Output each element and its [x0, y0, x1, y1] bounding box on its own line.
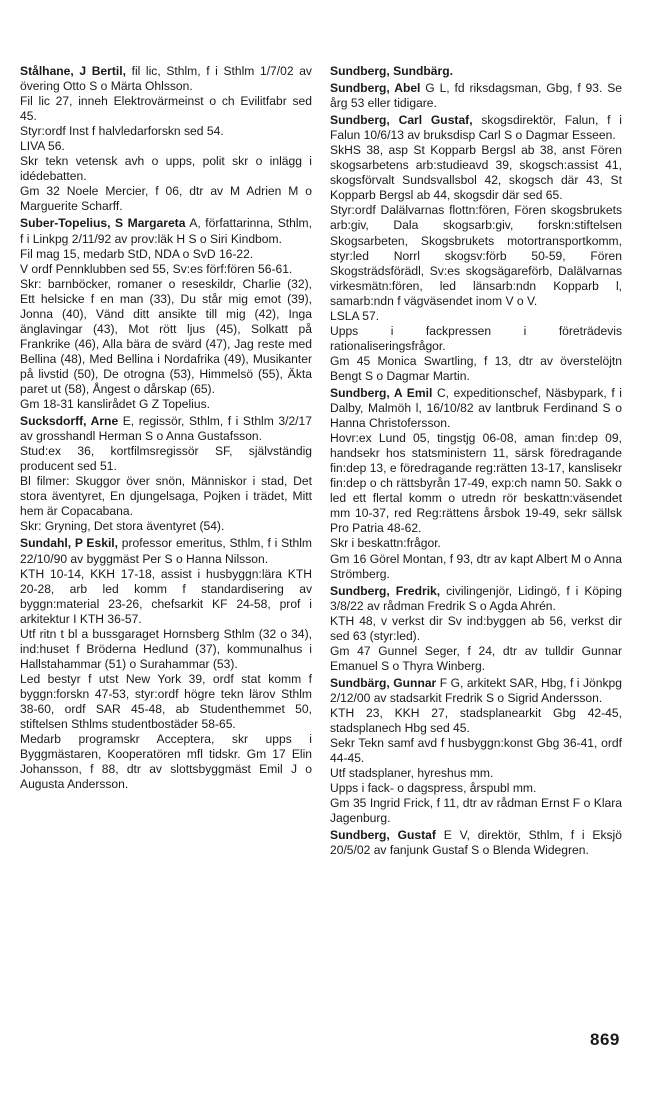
page-number: 869: [590, 1030, 620, 1049]
entry-text: Skr tekn vetensk avh o upps, polit skr o inlägg i idédebatten.: [20, 154, 312, 184]
left-column: [20, 64, 312, 794]
entry-sundberg-emil: [330, 386, 622, 582]
entry-name: Sundberg, Abel: [330, 81, 421, 96]
entry-text: KTH 10-14, KKH 17-18, assist i husbyggn:lära KTH 20-28, arb led komm f standardisering av byggn:material 23-26, chefsarkit KF 24-58, prof i arkitektur I KTH 36-57.: [20, 566, 312, 626]
entry-name: Sundbärg, Gunnar: [330, 675, 437, 690]
entry-name: Sundberg, Fredrik,: [330, 583, 441, 598]
entry-text: professor emeritus, Sthlm, f i Sthlm 22/10/90 av byggmäst Per S o Hanna Nilsson.: [20, 536, 312, 566]
entry-text: V ordf Pennklubben sed 55, Sv:es förf:fören 56-61.: [20, 261, 293, 276]
entry-name: Stålhane, J Bertil,: [20, 64, 126, 78]
entry-text: Fil mag 15, medarb StD, NDA o SvD 16-22.: [20, 246, 254, 261]
entry-text: Gm 18-31 kanslirådet G Z Topelius.: [20, 397, 211, 412]
entry-sundbarg-gunnar: [330, 676, 622, 826]
entry-text: skogsdirektör, Falun, f i Falun 10/6/13 av bruksdisp Carl S o Dagmar Esseen.: [330, 113, 622, 143]
entry-text: Bl filmer: Skuggor över snön, Människor i stad, Det stora äventyret, En djungelsaga, Pojken i trädet, Mitt hem är Copacabana.: [20, 474, 312, 519]
entry-sundberg-abel: [330, 81, 622, 111]
entry-text: G L, fd riksdagsman, Gbg, f 93. Se årg 53 eller tidigare.: [330, 81, 622, 111]
right-column: [330, 64, 622, 860]
entry-text: Medarb programskr Acceptera, skr upps i Byggmästaren, Kooperatören mfl tidskr. Gm 17 Elin Johansson, f 88, dtr av slottsbyggmäst Emil J o Augusta Andersson.: [20, 732, 312, 792]
entry-text: civilingenjör, Lidingö, f i Köping 3/8/22 av rådman Fredrik S o Agda Ahrén.: [330, 583, 622, 613]
entry-text: KTH 48, v verkst dir Sv ind:byggen ab 56, verkst dir sed 63 (styr:led).: [330, 613, 622, 643]
entry-text: Skr: barnböcker, romaner o reseskildr, Charlie (32), Ett helsicke f en man (33), Du står mig emot (39), Jonna (40), Vänd ditt ansikte till mig (42), Inga änglavingar (43), Mot rött ljus (45), Solkatt på Frankrike (46), Alla bära de svärd (47), Jag reste med Bellina (48), Med Bellina i Nordafrika (49), Musikanter på livstid (50), De otrogna (53), Himmelsö (55), Äkta paret ut (58), Ångest o dårskap (65).: [20, 276, 312, 396]
entry-text: Gm 45 Monica Swartling, f 13, dtr av överstelöjtn Bengt S o Dagmar Martin.: [330, 353, 622, 383]
entry-text: KTH 23, KKH 27, stadsplanearkit Gbg 42-45, stadsplanech Hbg sed 45.: [330, 705, 622, 736]
entry-text: Gm 16 Görel Montan, f 93, dtr av kapt Albert M o Anna Strömberg.: [330, 551, 622, 581]
entry-text: Stud:ex 36, kortfilmsregissör SF, självständig producent sed 51.: [20, 444, 312, 474]
entry-text: E, regissör, Sthlm, f i Sthlm 3/2/17 av grosshandl Herman S o Anna Gustafsson.: [20, 414, 312, 444]
entry-text: Skr: Gryning, Det stora äventyret (54).: [20, 519, 225, 534]
entry-text: A, författarinna, Sthlm, f i Linkpg 2/11/92 av prov:läk H S o Siri Kindbom.: [20, 216, 312, 246]
entry-stalhane: [20, 64, 312, 214]
entry-text: Utf stadsplaner, hyreshus mm.: [330, 766, 494, 781]
entry-text: Led bestyr f utst New York 39, ordf stat komm f byggn:forskn 47-53, styr:ordf högre tekn lärov Sthlm 38-60, ordf SAR 45-48, ab Studenthemmet 50, stiftelsen Sthlms studentbostäder 58-65.: [20, 671, 312, 732]
entry-text: Fil lic 27, inneh Elektrovärmeinst o ch Evilitfabr sed 45.: [20, 94, 312, 124]
entry-text: Styr:ordf Inst f halvledarforskn sed 54.: [20, 124, 224, 139]
entry-text: Utf ritn t bl a bussgaraget Hornsberg Sthlm (32 o 34), ind:huset f Bröderna Hedlund (37), kommunalhus i Hallstahammar (51) o Surahammar (53).: [20, 626, 312, 671]
entry-sundberg-fredrik: [330, 584, 622, 674]
entry-text: C, expeditionschef, Näsbypark, f i Dalby, Malmöh l, 16/10/82 av lantbruk Ferdinand S o Hanna Christofersson.: [330, 385, 622, 431]
entry-sundberg-carl-gustaf: [330, 113, 622, 384]
entry-text: Skr i beskattn:frågor.: [330, 536, 441, 551]
entry-name: Sucksdorff, Arne: [20, 414, 119, 429]
entry-name: Sundberg, A Emil: [330, 385, 433, 400]
entry-sundahl: [20, 536, 312, 792]
entry-suber-topelius: [20, 216, 312, 412]
entry-text: fil lic, Sthlm, f i Sthlm 1/7/02 av övering Otto S o Märta Ohlsson.: [20, 64, 312, 94]
entry-text: Hovr:ex Lund 05, tingstjg 06-08, aman fin:dep 09, handsekr hos statsministern 11, särsk föredragande fin:dep 13, e föredragande reg:rätten 13-17, kanslisekr fin:dep o ch rättsbyrån 17-49, exp:ch namn 50. Sakk o led ett flertal komm o utredn rör beskattn:väsendet mm 10-37, red Reg:rättens årsbok 19-49, sekr sällsk Pro Patria 48-62.: [330, 431, 622, 536]
entry-text: E V, direktör, Sthlm, f i Eksjö 20/5/02 av fanjunk Gustaf S o Blenda Widegren.: [330, 828, 622, 858]
entry-name: Sundberg, Gustaf: [330, 828, 436, 843]
entry-sundberg-gustaf: [330, 828, 622, 858]
entry-name: Suber-Topelius, S Margareta: [20, 216, 186, 231]
entry-text: Sekr Tekn samf avd f husbyggn:konst Gbg 36-41, ordf 44-45.: [330, 736, 622, 766]
entry-text: LIVA 56.: [20, 139, 65, 154]
entry-name: Sundberg, Sundbärg.: [330, 64, 453, 78]
entry-sucksdorff: [20, 414, 312, 534]
entry-text: Gm 32 Noele Mercier, f 06, dtr av M Adrien M o Marguerite Scharff.: [20, 184, 312, 214]
entry-text: Styr:ordf Dalälvarnas flottn:fören, Fören skogsbrukets arb:giv, Dala skogsarb:giv, forskn:stiftelsen Skogsarbeten, Skogsbrukets motortransportkomm, styr:led Norrl skogsv:förb 50-59, Fören Skogsträdsförädl, Sv:es skogsägareförb, Dalälvarnas virkesmätn:fören, led länsarb:ndn Kopparb l, samarb:ndn f vägväsendet inom V o V.: [330, 203, 622, 308]
entry-sundberg-crossref: [330, 64, 622, 79]
entry-text: Gm 47 Gunnel Seger, f 24, dtr av tulldir Gunnar Emanuel S o Thyra Winberg.: [330, 643, 622, 673]
entry-text: Upps i fackpressen i företrädevis rationaliseringsfrågor.: [330, 323, 622, 353]
entry-text: Gm 35 Ingrid Frick, f 11, dtr av rådman Ernst F o Klara Jagenburg.: [330, 796, 622, 826]
entry-text: SkHS 38, asp St Kopparb Bergsl ab 38, anst Fören skogsarbetens arb:studieavd 39, skogsch:assist 41, skogsförvalt Sundsvallsbol 42, skogsch där 43, St Kopparb Bergsl ab 44, skogsdir där sed 65.: [330, 143, 622, 203]
entry-text: Upps i fack- o dagspress, årspubl mm.: [330, 781, 537, 796]
entry-text: LSLA 57.: [330, 308, 380, 323]
entry-name: Sundberg, Carl Gustaf,: [330, 113, 473, 128]
entry-text: F G, arkitekt SAR, Hbg, f i Jönkpg 2/12/00 av stadsarkit Fredrik S o Sigrid Andersson.: [330, 675, 622, 705]
entry-name: Sundahl, P Eskil,: [20, 536, 119, 551]
